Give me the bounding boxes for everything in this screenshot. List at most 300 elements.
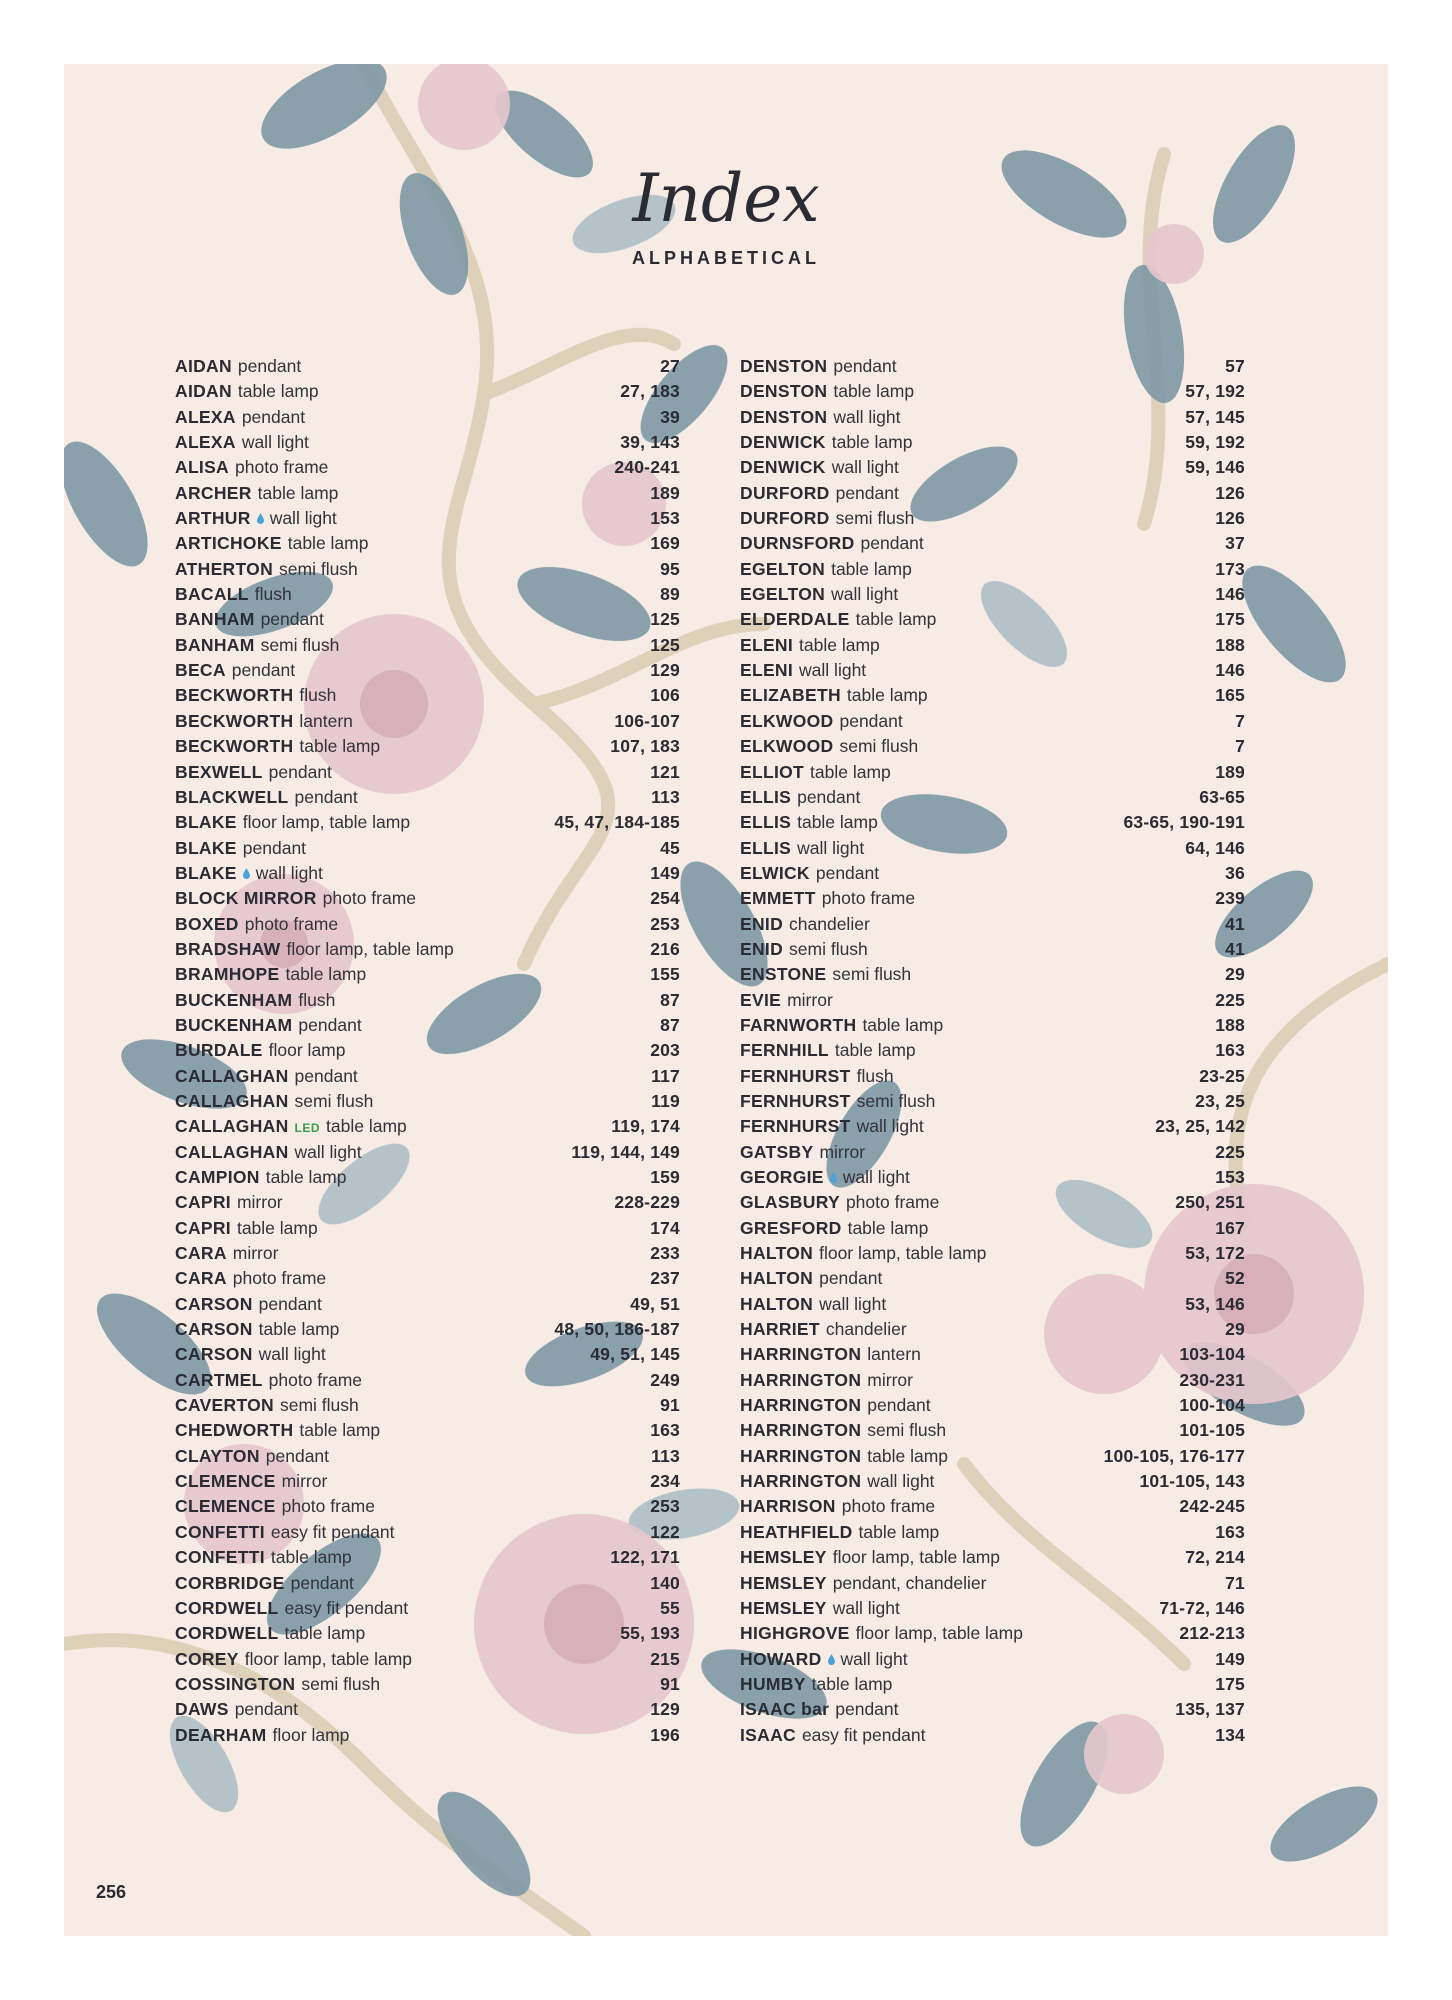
product-name: BECKWORTH [175,736,294,757]
product-name: FERNHURST [740,1116,851,1137]
product-type: pendant [242,837,307,858]
index-entry [175,609,680,634]
entry-label [740,407,900,428]
product-name: DAWS [175,1699,229,1720]
product-type: table lamp [258,1319,340,1340]
product-name: ELDERDALE [740,609,850,630]
entry-label [175,381,319,402]
index-column-right [740,356,1245,1750]
product-name: CORDWELL [175,1597,279,1618]
page-references: 101-105, 143 [1139,1471,1245,1492]
product-type: photo frame [322,888,417,909]
product-type: table lamp [326,1116,407,1137]
entry-label [175,1040,346,1061]
page-references: 59, 146 [1185,457,1245,478]
index-entry [175,356,680,381]
product-type: pendant [237,356,302,376]
index-entry [175,787,680,812]
product-type: mirror [787,989,833,1010]
entry-label [175,1496,375,1517]
product-type: mirror [232,1243,279,1264]
entry-label [740,939,868,960]
index-entry [740,559,1245,584]
entry-label [175,990,335,1011]
index-entry [175,711,680,736]
product-type: chandelier [825,1319,907,1340]
entry-label [740,914,870,935]
product-name: EGELTON [740,558,826,579]
entry-label [175,1091,373,1112]
index-entry [175,1446,680,1471]
product-type: semi flush [867,1420,947,1441]
product-type: table lamp [237,381,319,402]
index-entry [740,609,1245,634]
entry-label [740,1192,939,1213]
product-name: EMMETT [740,888,816,909]
product-type: wall light [819,1293,887,1314]
product-type: table lamp [847,1217,929,1238]
entry-label [175,888,416,909]
page-references: 249 [650,1369,680,1390]
page-references: 41 [1225,938,1245,959]
index-entry [740,1547,1245,1572]
product-type: photo frame [268,1369,363,1390]
product-name: ATHERTON [175,558,274,579]
page-references: 23-25 [1199,1065,1245,1086]
page-references: 189 [1215,761,1245,782]
water-drop-icon [243,868,250,879]
page-references: 134 [1215,1724,1245,1745]
page-references: 87 [660,1014,680,1035]
index-entry [175,635,680,660]
page-references: 129 [650,1699,680,1720]
entry-label [175,685,336,706]
entry-label [175,432,309,453]
page-references: 225 [1215,989,1245,1010]
page-references: 36 [1225,862,1245,883]
product-name: HIGHGROVE [740,1623,850,1644]
product-type: flush [254,584,292,605]
product-name: CLEMENCE [175,1471,276,1492]
product-type: easy fit pendant [270,1521,395,1542]
page-references: 125 [650,634,680,655]
product-name: ALEXA [175,432,236,453]
index-entry [175,964,680,989]
product-type: table lamp [799,634,880,655]
product-name: BEXWELL [175,761,263,782]
index-entry [740,356,1245,381]
entry-label [175,559,358,580]
product-type: wall light [255,862,323,883]
page-references: 91 [660,1395,680,1416]
product-name: ELLIS [740,812,792,833]
product-name: ALISA [175,457,229,478]
product-name: AIDAN [175,381,232,402]
page-subtitle: ALPHABETICAL [632,248,820,268]
product-type: photo frame [244,913,339,934]
entry-label [175,736,380,757]
product-type: pendant [298,1014,362,1035]
page-references: 230-231 [1179,1369,1245,1390]
index-entry [175,812,680,837]
product-name: CAMPION [175,1167,260,1187]
product-name: HEMSLEY [740,1547,827,1568]
product-type: semi flush [839,736,919,757]
page-references: 173 [1215,558,1245,579]
product-name: ISAAC [740,1724,796,1745]
page-references: 106 [650,685,680,706]
index-entry [740,914,1245,939]
page-references: 237 [650,1268,680,1289]
product-type: mirror [281,1471,328,1492]
product-type: pendant [860,533,924,554]
index-entry [740,1573,1245,1598]
page-references: 103-104 [1179,1344,1245,1365]
entry-label [740,787,860,808]
product-type: photo frame [841,1496,936,1517]
page-references: 23, 25, 142 [1155,1116,1245,1137]
index-entry [740,1218,1245,1243]
page-references: 169 [650,533,680,554]
product-type: lantern [867,1344,921,1365]
index-entry [740,685,1245,710]
page-references: 101-105 [1179,1420,1245,1441]
page-references: 250, 251 [1175,1192,1245,1213]
product-type: floor lamp [272,1724,350,1745]
product-type: wall light [258,1344,326,1365]
index-entry [740,964,1245,989]
page-references: 174 [650,1217,680,1238]
index-entry [175,914,680,939]
index-entry [175,1294,680,1319]
product-type: photo frame [281,1496,375,1517]
entry-label [740,1598,900,1619]
index-entry [740,1446,1245,1471]
index-entry [740,432,1245,457]
page-references: 41 [1225,913,1245,934]
product-name: CALLAGHAN [175,1065,289,1086]
page-references: 225 [1215,1141,1245,1162]
index-entry [740,1015,1245,1040]
page-references: 233 [650,1243,680,1264]
entry-label [175,1192,283,1213]
product-type: lantern [299,710,353,731]
product-type: semi flush [301,1673,381,1694]
entry-label [740,660,866,681]
water-drop-icon [830,1172,837,1183]
entry-label [740,483,899,504]
entry-label [175,508,337,529]
index-entry [740,990,1245,1015]
page-references: 37 [1225,533,1245,554]
index-entry [740,711,1245,736]
page-references: 253 [650,1496,680,1517]
product-name: ARTHUR [175,508,251,529]
product-name: CARTMEL [175,1369,263,1390]
product-name: BUCKENHAM [175,1014,293,1035]
product-type: table lamp [811,1673,893,1694]
entry-label [175,533,368,554]
product-name: DURNSFORD [740,533,855,554]
page-references: 29 [1225,1319,1245,1340]
entry-label [175,660,295,681]
product-name: CAPRI [175,1192,231,1213]
product-type: table lamp [833,381,915,402]
product-name: DURFORD [740,482,830,503]
entry-label [175,762,332,783]
product-type: pendant [290,1572,354,1593]
entry-label [175,1294,322,1315]
entry-label [175,1674,380,1695]
entry-label [175,1725,349,1746]
entry-label [740,1116,924,1137]
product-type: semi flush [789,938,868,959]
entry-label [740,1420,946,1441]
page-references: 126 [1215,482,1245,503]
index-entry [740,457,1245,482]
page-references: 122, 171 [610,1547,680,1568]
entry-label [740,559,912,580]
product-name: DENSTON [740,406,828,427]
entry-label [175,1471,327,1492]
index-entry [175,1268,680,1293]
entry-label [740,356,897,377]
page-references: 119 [651,1090,680,1111]
product-name: CAPRI [175,1217,231,1238]
entry-label [740,1142,865,1163]
index-entry [740,736,1245,761]
product-type: wall light [831,457,899,478]
product-name: BACALL [175,584,249,605]
product-name: BLAKE [175,812,237,833]
page-references: 149 [650,862,680,883]
entry-label [740,1395,931,1416]
index-entry [740,762,1245,787]
entry-label [175,939,454,960]
product-name: BLACKWELL [175,786,289,807]
index-entry [740,1294,1245,1319]
index-entry [175,1395,680,1420]
index-entry [740,1344,1245,1369]
product-type: flush [299,685,337,706]
product-type: pendant [258,1293,322,1314]
index-entry [175,1674,680,1699]
product-name: FERNHURST [740,1090,851,1111]
index-entry [740,1420,1245,1445]
page-references: 122 [650,1521,680,1542]
index-entry [175,381,680,406]
entry-label [740,838,864,859]
product-name: CALLAGHAN [175,1116,289,1137]
product-name: GEORGIE [740,1167,824,1187]
index-entry [740,660,1245,685]
page-references: 72, 214 [1185,1547,1245,1568]
product-name: HARRISON [740,1496,836,1517]
product-name: DEARHAM [175,1724,267,1745]
product-type: table lamp [299,1420,381,1441]
product-type: pendant [241,406,306,427]
index-entry [740,1268,1245,1293]
page-title: Index [632,160,820,237]
page-references: 188 [1215,634,1245,655]
product-name: BECA [175,660,226,681]
entry-label [175,635,339,656]
index-entry [740,1598,1245,1623]
page-references: 27 [660,356,680,376]
product-type: flush [298,989,336,1010]
water-drop-icon [257,513,264,524]
index-entry [175,1522,680,1547]
page-references: 254 [650,888,680,909]
entry-label [740,1066,894,1087]
page-references: 91 [660,1673,680,1694]
entry-label [740,1496,935,1517]
product-type: pendant [815,862,880,883]
page-references: 126 [1215,508,1245,529]
index-entry [175,457,680,482]
product-type: pendant [835,1699,899,1720]
product-name: BANHAM [175,634,255,655]
product-name: HARRINGTON [740,1445,862,1466]
entry-label [175,1699,298,1720]
page-references: 129 [650,660,680,681]
entry-label [740,964,911,985]
page-references: 175 [1215,609,1245,630]
product-type: wall light [241,432,309,453]
index-entry [175,1598,680,1623]
entry-label [740,812,878,833]
product-name: FERNHURST [740,1065,851,1086]
index-entry [175,838,680,863]
product-name: ELKWOOD [740,736,834,757]
page-references: 39 [660,406,680,427]
entry-label [175,1167,347,1188]
entry-label [175,1142,362,1163]
product-name: CALLAGHAN [175,1090,289,1111]
product-type: wall light [833,406,901,427]
product-name: BOXED [175,913,239,934]
page-references: 95 [660,558,680,579]
index-entry [740,1167,1245,1192]
index-entry [740,1192,1245,1217]
entry-label [740,1725,926,1746]
entry-label [740,1091,935,1112]
index-entry [740,381,1245,406]
entry-label [175,1446,329,1467]
entry-label [740,635,880,656]
page-references: 48, 50, 186-187 [554,1319,680,1340]
index-entry [175,1142,680,1167]
page-references: 189 [650,482,680,503]
product-name: CONFETTI [175,1547,265,1568]
product-name: BRAMHOPE [175,964,280,985]
index-entry [740,1623,1245,1648]
entry-label [175,863,323,884]
page-references: 107, 183 [610,736,680,757]
product-type: table lamp [270,1547,352,1568]
product-type: table lamp [831,432,913,453]
index-entry [740,1091,1245,1116]
product-name: BECKWORTH [175,685,294,706]
index-entry [740,863,1245,888]
product-type: table lamp [858,1521,940,1542]
product-type: floor lamp [268,1040,346,1061]
page-references: 39, 143 [620,432,680,453]
product-type: semi flush [832,964,912,985]
product-name: CARA [175,1268,227,1289]
product-type: table lamp [287,533,369,554]
product-name: BURDALE [175,1040,263,1061]
product-type: table lamp [862,1014,944,1035]
page-references: 196 [650,1724,680,1745]
product-type: table lamp [855,609,937,630]
entry-label [740,711,903,732]
index-entry [175,1496,680,1521]
index-entry [740,1395,1245,1420]
index-entry [175,1192,680,1217]
index-entry [740,1496,1245,1521]
product-type: easy fit pendant [284,1597,409,1618]
index-entry [175,1699,680,1724]
index-entry [740,1370,1245,1395]
page-references: 55 [660,1597,680,1618]
product-type: mirror [867,1369,913,1390]
product-name: HOWARD [740,1648,822,1669]
product-type: floor lamp, table lamp [244,1648,413,1669]
page-references: 7 [1235,736,1245,757]
product-name: ENID [740,938,784,959]
product-name: CORDWELL [175,1623,279,1644]
product-name: DURFORD [740,508,830,529]
index-entry [740,787,1245,812]
index-entry [740,1319,1245,1344]
product-type: wall light [856,1116,924,1137]
index-entry [175,736,680,761]
entry-label [175,914,338,935]
product-type: easy fit pendant [801,1724,926,1745]
index-entry [740,1066,1245,1091]
entry-label [740,1243,986,1264]
product-name: EGELTON [740,584,826,605]
entry-label [740,736,918,757]
entry-label [175,1395,359,1416]
product-type: wall light [294,1141,362,1162]
product-type: floor lamp, table lamp [286,938,454,959]
product-type: mirror [236,1192,283,1213]
product-type: pendant [265,1445,330,1466]
product-name: ARTICHOKE [175,533,282,554]
product-name: CLEMENCE [175,1496,276,1517]
index-entry [740,838,1245,863]
product-name: ELIZABETH [740,685,841,706]
product-type: wall light [831,584,899,605]
index-entry [175,863,680,888]
product-name: CORBRIDGE [175,1572,285,1593]
entry-label [740,1699,899,1720]
page-references: 153 [1215,1167,1245,1187]
product-name: FARNWORTH [740,1014,857,1035]
product-type: floor lamp, table lamp [832,1547,1001,1568]
product-name: CARSON [175,1293,253,1314]
product-type: pendant [835,482,899,503]
product-name: CARSON [175,1319,253,1340]
index-entry [175,1547,680,1572]
product-name: BANHAM [175,609,255,630]
product-type: pendant [294,1065,358,1086]
entry-label [740,1471,934,1492]
product-type: semi flush [260,634,340,655]
entry-label [740,762,891,783]
